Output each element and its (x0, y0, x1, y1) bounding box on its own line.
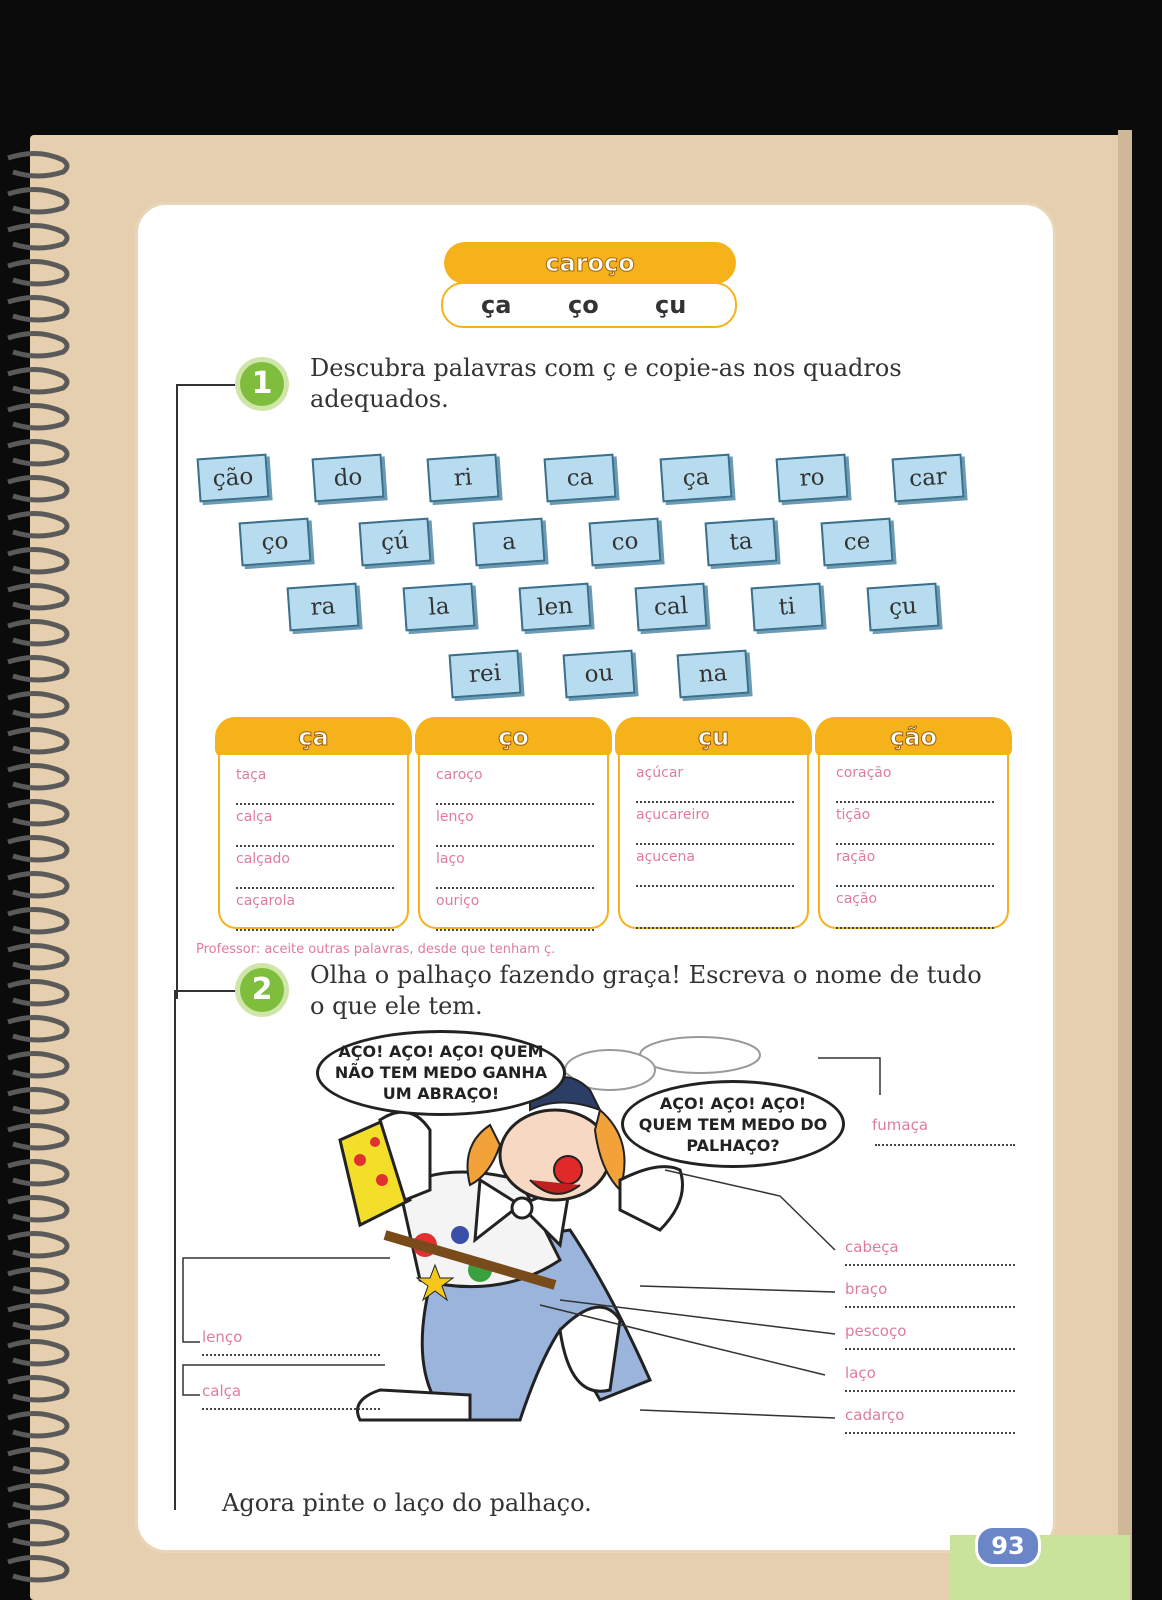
speech-bubble-right: AÇO! AÇO! AÇO! QUEM TEM MEDO DO PALHAÇO? (621, 1080, 845, 1168)
teacher-note: Professor: aceite outras palavras, desde que tenham ç. (196, 942, 556, 957)
column-head: çu (615, 717, 812, 757)
answer-line[interactable]: lenço (436, 805, 594, 847)
answer-line[interactable] (202, 1406, 380, 1410)
label-pescoco: pescoço (845, 1322, 907, 1340)
label-fumaca: fumaça (872, 1116, 929, 1134)
answer-line[interactable] (845, 1388, 1015, 1392)
syllable-tile: ro (776, 454, 849, 503)
label-lenco: lenço (202, 1328, 243, 1346)
label-cabeca: cabeça (845, 1238, 899, 1256)
header-syllable: çu (655, 291, 687, 319)
label-braco: braço (845, 1280, 888, 1298)
label-laco: laço (845, 1364, 876, 1382)
syllable-tile: a (473, 518, 546, 567)
answer-line[interactable]: cação (836, 887, 994, 929)
page-number: 93 (975, 1525, 1041, 1567)
answer-line[interactable]: açucareiro (636, 803, 794, 845)
answer-line[interactable] (875, 1142, 1015, 1146)
answer-line[interactable]: ração (836, 845, 994, 887)
answer-line[interactable]: laço (436, 847, 594, 889)
label-calca: calça (202, 1382, 242, 1400)
syllable-tile: çu (867, 583, 940, 632)
syllable-tile: la (403, 583, 476, 632)
speech-bubble-left: AÇO! AÇO! AÇO! QUEM NÃO TEM MEDO GANHA UM ABRAÇO! (316, 1030, 566, 1116)
answer-line[interactable] (845, 1262, 1015, 1266)
syllable-tile: ça (660, 454, 733, 503)
header-word: caroço (444, 242, 736, 284)
footer-instruction: Agora pinte o laço do palhaço. (222, 1489, 592, 1517)
syllable-tile: ou (563, 650, 636, 699)
answer-line[interactable]: coração (836, 761, 994, 803)
syllable-tile: na (677, 650, 750, 699)
answer-line[interactable]: ouriço (436, 889, 594, 931)
syllable-tile: ra (287, 583, 360, 632)
answer-line[interactable] (202, 1352, 380, 1356)
syllable-tile: rei (449, 650, 522, 699)
syllable-tile: ço (239, 518, 312, 567)
syllable-tile: do (312, 454, 385, 503)
answer-line[interactable]: tição (836, 803, 994, 845)
header-syllable: ço (568, 291, 599, 319)
syllable-tile: ri (427, 454, 500, 503)
answer-line[interactable]: calça (236, 805, 394, 847)
label-cadarco: cadarço (845, 1406, 905, 1424)
column-head: ça (215, 717, 412, 757)
q1-number: 1 (240, 362, 284, 406)
answer-line[interactable] (845, 1346, 1015, 1350)
answer-line[interactable]: caroço (436, 763, 594, 805)
q2-text: Olha o palhaço fazendo graça! Escreva o nome de tudo o que ele tem. (310, 961, 982, 1020)
syllable-tile: car (892, 454, 965, 503)
answer-line[interactable]: caçarola (236, 889, 394, 931)
syllable-tile: çú (359, 518, 432, 567)
column-head: ço (415, 717, 612, 757)
answer-line[interactable]: açucena (636, 845, 794, 887)
q1-text: Descubra palavras com ç e copie-as nos quadros adequados. (310, 354, 902, 413)
q2-number: 2 (240, 968, 284, 1012)
column-head: ção (815, 717, 1012, 757)
answer-line[interactable] (845, 1304, 1015, 1308)
answer-line[interactable]: açúcar (636, 761, 794, 803)
answer-line[interactable] (845, 1430, 1015, 1434)
answer-line[interactable]: calçado (236, 847, 394, 889)
syllable-tile: len (519, 583, 592, 632)
syllable-tile: ti (751, 583, 824, 632)
syllable-tile: ta (705, 518, 778, 567)
syllable-tile: ção (197, 454, 270, 503)
header-syllable: ça (481, 291, 512, 319)
syllable-tile: ca (544, 454, 617, 503)
syllable-tile: cal (635, 583, 708, 632)
syllable-tile: ce (821, 518, 894, 567)
answer-line[interactable]: taça (236, 763, 394, 805)
syllable-tile: co (589, 518, 662, 567)
